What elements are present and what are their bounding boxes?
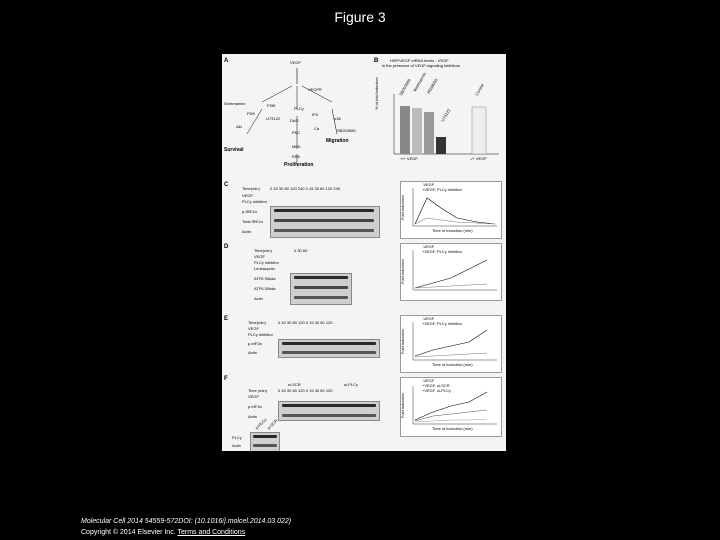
figure-image [222, 54, 506, 451]
panel-b-bar-4: U73122 [440, 107, 452, 123]
node-ip3: IP3 [312, 112, 319, 117]
panel-b-bar-1: SB203580 [398, 77, 412, 97]
panel-d-ylabel: Fold induction [400, 259, 405, 284]
panel-b-bar-5: Control [474, 82, 485, 97]
terms-link[interactable]: Terms and Conditions [177, 529, 246, 536]
node-dag: DAG [290, 118, 299, 123]
node-pi3k: PI3K [267, 103, 276, 108]
panel-f-small-blot [250, 432, 280, 451]
node-migration: Migration [326, 138, 349, 144]
panel-f-time-values: 0 15 30 60 120 0 15 30 60 120 [278, 388, 333, 393]
panel-e-xlabel: Time of induction (min) [432, 362, 473, 367]
panel-f-group-1: si-SCR [288, 382, 301, 387]
panel-e-time-label: Time(min) [248, 320, 266, 325]
panel-e-row-4: Actin [248, 350, 257, 355]
node-pdk: PDK [247, 111, 256, 116]
panel-c-row-2: PLCγ inhibitor [242, 199, 267, 204]
panel-d-time-values: 0 30 60 [294, 248, 308, 253]
node-sb203580: SB203580 [337, 128, 356, 133]
panel-e-legend-1: -VEGF [422, 316, 435, 321]
panel-e-legend-2: +VEGF, PLCγ inhibitor [422, 321, 462, 326]
node-vegf: VEGF [290, 60, 301, 65]
panel-e-row-1: VEGF [248, 326, 259, 331]
panel-b-letter: B [374, 58, 379, 64]
panel-e-time-values: 0 15 30 60 120 0 15 30 60 120 [278, 320, 333, 325]
panel-b-xlabel-2: -/+ VEGF [470, 156, 487, 161]
panel-c-row-5: Actin [242, 229, 251, 234]
panel-c-row-3: p-IRE1α [242, 209, 257, 214]
panel-d-legend-1: -VEGF [422, 244, 435, 249]
node-ca: Ca [314, 126, 320, 131]
panel-c-xlabel: Time of induction (min) [432, 228, 473, 233]
node-vegfr: VEGFR [308, 87, 322, 92]
panel-f-legend-2: +VEGF, si-SCR [422, 383, 450, 388]
node-pkc: PKC [292, 130, 301, 135]
panel-c-time-values: 0 15 30 60 120 240 0 15 30 60 120 240 [270, 186, 341, 191]
panel-b-xlabel-1: +/+ VEGF [400, 156, 418, 161]
panel-f-legend-3: +VEGF, si-PLCγ [422, 388, 452, 393]
panel-d-letter: D [224, 244, 229, 250]
panel-c-legend-2: +VEGF, PLCγ inhibitor [422, 187, 462, 192]
panel-f-row-2: p-eIF2α [248, 404, 262, 409]
panel-f-row-1: VEGF [248, 394, 259, 399]
node-akt: Akt [236, 124, 242, 129]
panel-c-ylabel: Fold induction [400, 195, 405, 220]
panel-f-blot [278, 401, 380, 421]
panel-e-letter: E [224, 316, 229, 322]
node-proliferation: Proliferation [284, 162, 314, 168]
panel-c-row-1: VEGF [242, 193, 253, 198]
panel-f-row-3: Actin [248, 414, 257, 419]
panel-f-small-label-2: si-SCR [266, 418, 279, 431]
panel-f-time-label: Time (min) [248, 388, 267, 393]
panel-f-ylabel: Fold induction [400, 393, 405, 418]
panel-b-chart [374, 54, 504, 164]
panel-d-row-3: PLCγ inhibitor [254, 260, 279, 265]
panel-d-legend-2: +VEGF, PLCγ inhibitor [422, 249, 462, 254]
panel-b-ylabel: % of fold induction [374, 77, 379, 110]
panel-f-letter: F [224, 376, 228, 382]
panel-f-small-label-1: si-PLCγ [254, 417, 268, 431]
node-wortmannin: Wortmannin [224, 101, 246, 106]
citation [81, 518, 291, 525]
panel-f-small-row-2: Actin [232, 443, 241, 448]
panel-a-letter: A [224, 58, 229, 64]
panel-c-blot [270, 206, 380, 238]
copyright-line [81, 529, 245, 536]
panel-b-bar-2: Wortmannin [412, 71, 428, 93]
citation-text: Molecular Cell 2014 54559-572DOI: (10.1016/j.molcel.2014.03.022) [81, 518, 292, 525]
panel-f-small-row-1: PLCγ [232, 435, 242, 440]
node-u73122: U73122 [266, 116, 281, 121]
panel-c-legend-1: -VEGF [422, 182, 435, 187]
node-p38: p38 [334, 116, 341, 121]
panel-f-legend-1: -VEGF [422, 378, 435, 383]
panel-d-row-5: ATF6 90kda [254, 276, 276, 281]
panel-e-row-2: PLCγ inhibitor [248, 332, 273, 337]
node-mek: MEK [292, 144, 301, 149]
panel-c-time-label: Time(min) [242, 186, 260, 191]
panel-f-xlabel: Time of induction (min) [432, 426, 473, 431]
panel-e-blot [278, 339, 380, 358]
panel-d-row-4: Leukacyclin [254, 266, 275, 271]
panel-b-title-2: in the presence of VEGF-signaling inhibitors [382, 63, 461, 68]
panel-d-row-2: VEGF [254, 254, 265, 259]
panel-e-row-3: p-eIF2α [248, 341, 262, 346]
panel-d-row-7: Actin [254, 296, 263, 301]
panel-d-blot [290, 273, 352, 305]
page-title: Figure 3 [334, 9, 386, 25]
copyright-text: Copyright © 2014 Elsevier Inc. [81, 529, 176, 536]
panel-d-row-1: Time(min) [254, 248, 272, 253]
panel-d-row-6: ATF6 50kda [254, 286, 276, 291]
panel-c-letter: C [224, 182, 229, 188]
panel-b-title-1: HSP/VEGF mRNA levels - VEGF [390, 58, 449, 63]
node-erk: ERK [292, 154, 301, 159]
node-plcg: PLCγ [294, 106, 304, 111]
panel-f-group-2: si-PLCγ [344, 382, 359, 387]
panel-c-row-4: Total IRE1α [242, 219, 263, 224]
panel-e-ylabel: Fold induction [400, 329, 405, 354]
panel-b-bar-3: PD98059 [426, 77, 439, 95]
panel-a-diagram [222, 54, 372, 169]
node-survival: Survival [224, 147, 244, 153]
